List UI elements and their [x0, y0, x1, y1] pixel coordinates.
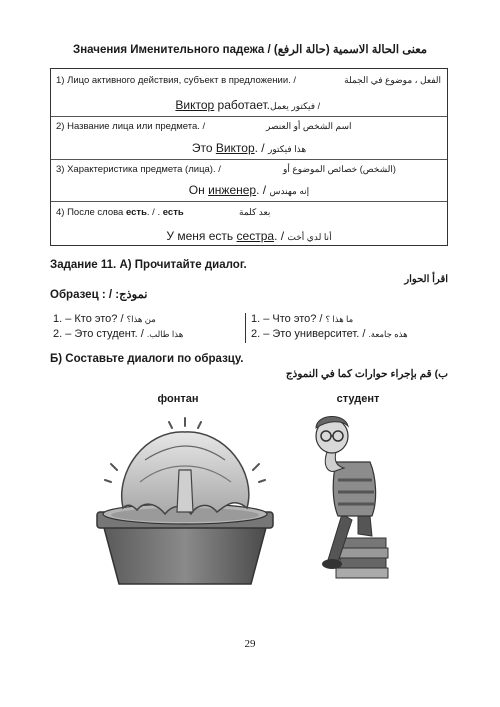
rule-arabic: بعد كلمة	[239, 207, 271, 217]
nominative-table	[50, 68, 448, 246]
example-line	[51, 141, 447, 155]
dialog-ru: 1. – Что это? /	[251, 313, 326, 325]
task-11-heading: Задание 11. А) Прочитайте диалог.	[50, 259, 247, 271]
dialog-divider	[245, 313, 246, 343]
example-word: сестра	[236, 229, 275, 243]
dialog-arabic: هذا طالب.	[146, 329, 184, 339]
example-line	[51, 229, 447, 243]
example-pre: У меня есть	[166, 229, 237, 243]
dialog-arabic: من هذا؟	[126, 314, 156, 324]
dialog-line	[251, 328, 408, 340]
page-title: Значения Именительного падежа / (حالة الرفع) معنى الحالة الاسمية	[73, 44, 427, 56]
example-rest: работает.	[214, 98, 270, 112]
rule-text	[56, 207, 184, 218]
dialog-ru: 2. – Это студент. /	[53, 328, 147, 340]
example-rest: . /	[254, 141, 268, 155]
example-rest: . /	[274, 229, 288, 243]
task-b-heading: Б) Составьте диалоги по образцу.	[50, 353, 244, 365]
example-arabic: هذا فيكتور	[267, 144, 307, 154]
example-word: Виктор	[175, 98, 215, 112]
rule-mid: . / .	[146, 207, 163, 218]
dialog-line	[53, 313, 156, 325]
example-pre: Он	[188, 183, 209, 197]
example-arabic: أنا لدي أخت	[287, 232, 332, 242]
dialog-arabic: هذه جامعة.	[368, 329, 408, 339]
example-line	[51, 98, 447, 112]
rule-text: 1) Лицо активного действия, субъект в предложении. /	[56, 75, 297, 86]
dialog-ru: 1. – Кто это? /	[53, 313, 127, 325]
divider	[51, 201, 447, 202]
rule-arabic: (الشخص) خصائص الموضوع أو	[283, 164, 396, 174]
rule-bold: есть	[162, 207, 184, 218]
student-caption: студент	[336, 393, 380, 405]
example-arabic: إنه مهندس	[269, 186, 310, 196]
rule-bold: есть	[125, 207, 147, 218]
task-b-heading-arabic: ب) قم بإجراء حوارات كما في النموذج	[285, 368, 448, 380]
fountain-illustration	[85, 412, 285, 592]
example-word: Виктор	[215, 141, 255, 155]
task-11-heading-arabic: اقرأ الحوار	[404, 274, 448, 285]
example-rest: . /	[256, 183, 270, 197]
dialog-ru: 2. – Это университет. /	[251, 328, 369, 340]
sample-label: Образец : / :نموذج	[50, 289, 148, 301]
example-arabic: / فيكتور يعمل	[270, 101, 323, 111]
dialog-line	[53, 328, 183, 340]
dialog-line	[251, 313, 353, 325]
rule-arabic: الفعل ، موضوع في الجملة	[344, 75, 441, 85]
page-number: 29	[244, 638, 256, 650]
rule-pre: 4) После слова	[56, 207, 126, 218]
divider	[51, 116, 447, 117]
student-illustration	[298, 410, 408, 580]
example-word: инженер	[208, 183, 257, 197]
example-line	[51, 183, 447, 197]
fountain-caption: фонтан	[157, 393, 199, 405]
rule-text: 3) Характеристика предмета (лица). /	[56, 164, 221, 175]
rule-arabic: اسم الشخص أو العنصر	[266, 121, 352, 131]
divider	[51, 159, 447, 160]
rule-text: 2) Название лица или предмета. /	[56, 121, 206, 132]
example-pre: Это	[191, 141, 216, 155]
dialog-arabic: ما هذا ؟	[325, 314, 354, 324]
